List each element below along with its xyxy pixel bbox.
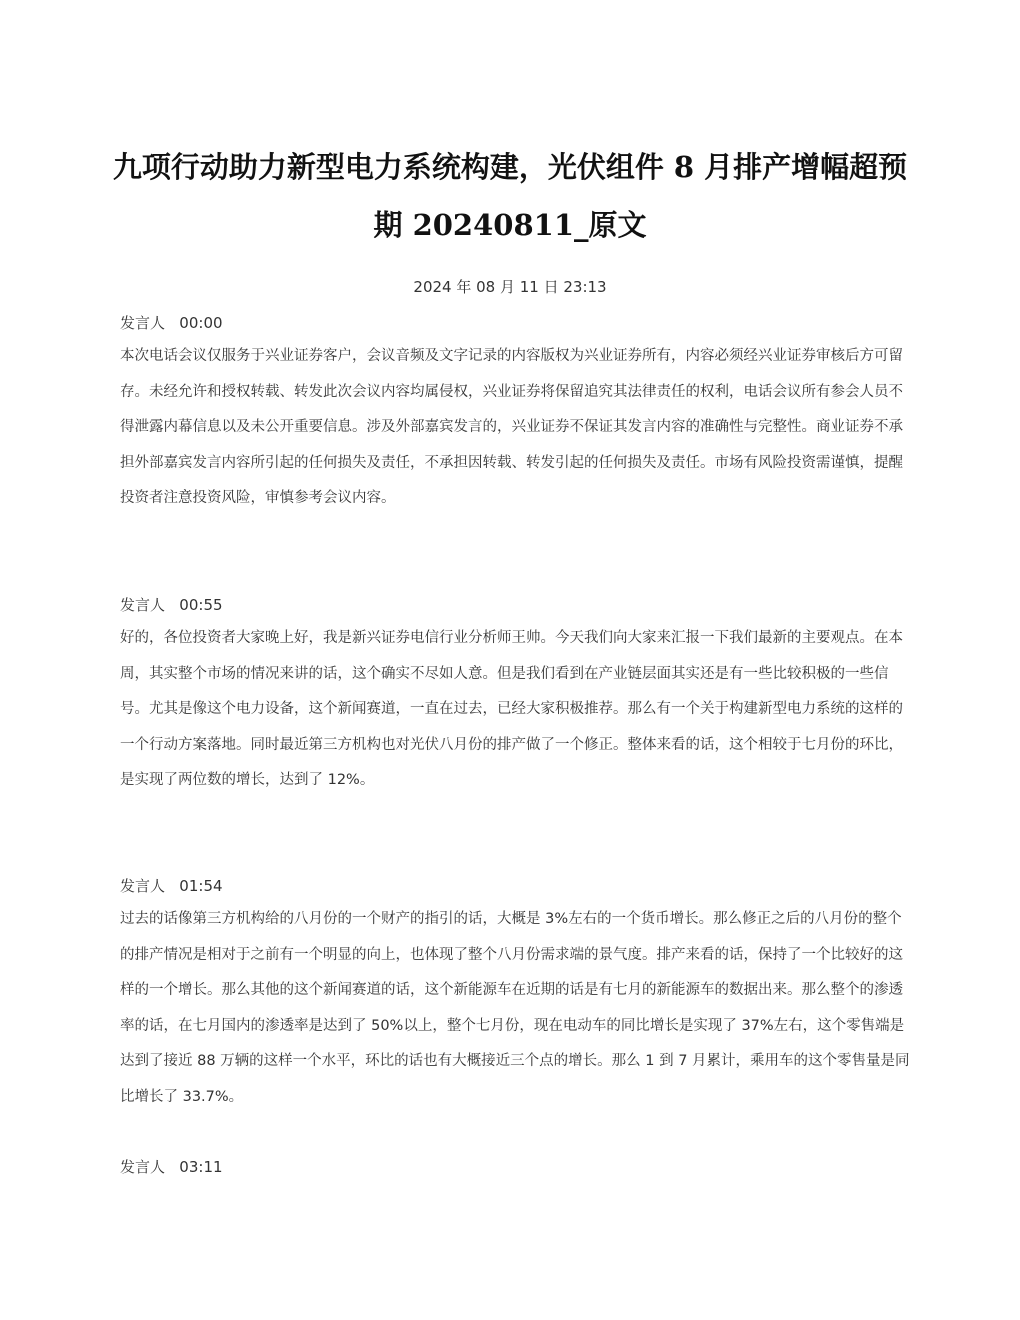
document-title: 九项行动助力新型电力系统构建，光伏组件 8 月排产增幅超预期 20240811_原文 xyxy=(112,150,908,242)
speaker-timestamp: 发言人 03:11 xyxy=(120,1158,223,1176)
speaker-timestamp: 发言人 01:54 xyxy=(120,877,223,895)
speaker-timestamp: 发言人 00:55 xyxy=(120,596,223,614)
transcript-segment xyxy=(120,875,910,1115)
segment-text: 本次电话会议仅服务于兴业证券客户，会议音频及文字记录的内容版权为兴业证券所有，内容必须经兴业证券审核后方可留存。未经允许和授权转载、转发此次会议内容均属侵权，兴业证券将保留追究其法律责任的权利，电话会议所有参会人员不得泄露内幕信息以及未公开重要信息。涉及外部嘉宾发言的，兴业证券不保证其发言内容的准确性与完整性。商业证券不承担外部嘉宾发言内容所引起的任何损失及责任，不承担因转载、转发引起的任何损失及责任。市场有风险投资需谨慎，提醒投资者注意投资风险，审慎参考会议内容。 xyxy=(120,348,903,506)
transcript-segment xyxy=(120,312,910,517)
transcript-segment xyxy=(120,1156,910,1178)
speaker-timestamp: 发言人 00:00 xyxy=(120,314,223,332)
segment-text: 好的，各位投资者大家晚上好，我是新兴证券电信行业分析师王帅。今天我们向大家来汇报一下我们最新的主要观点。在本周，其实整个市场的情况来讲的话，这个确实不尽如人意。但是我们看到在产业链层面其实还是有一些比较积极的一些信号。尤其是像这个电力设备，这个新闻赛道，一直在过去，已经大家积极推荐。那么有一个关于构建新型电力系统的这样的一个行动方案落地。同时最近第三方机构也对光伏八月份的排产做了一个修正。整体来看的话，这个相较于七月份的环比，是实现了两位数的增长，达到了 12%。 xyxy=(120,630,903,788)
document-date: 2024 年 08 月 11 日 23:13 xyxy=(413,278,607,296)
segment-text: 过去的话像第三方机构给的八月份的一个财产的指引的话，大概是 3%左右的一个货币增长。那么修正之后的八月份的整个的排产情况是相对于之前有一个明显的向上，也体现了整个八月份需求端的景气度。排产来看的话，保持了一个比较好的这样的一个增长。那么其他的这个新闻赛道的话，这个新能源车在近期的话是有七月的新能源车的数据出来。那么整个的渗透率的话，在七月国内的渗透率是达到了 50%以上，整个七月份，现在电动车的同比增长是实现了 37%左右，这个零售端是达到了接近 88 万辆的这样一个水平，环比的话也有大概接近三个点的增长。那么 1 到 7 月累计，乘用车的这个零售量是同比增长了 33.7%。 xyxy=(120,911,910,1105)
transcript-segment xyxy=(120,594,910,799)
